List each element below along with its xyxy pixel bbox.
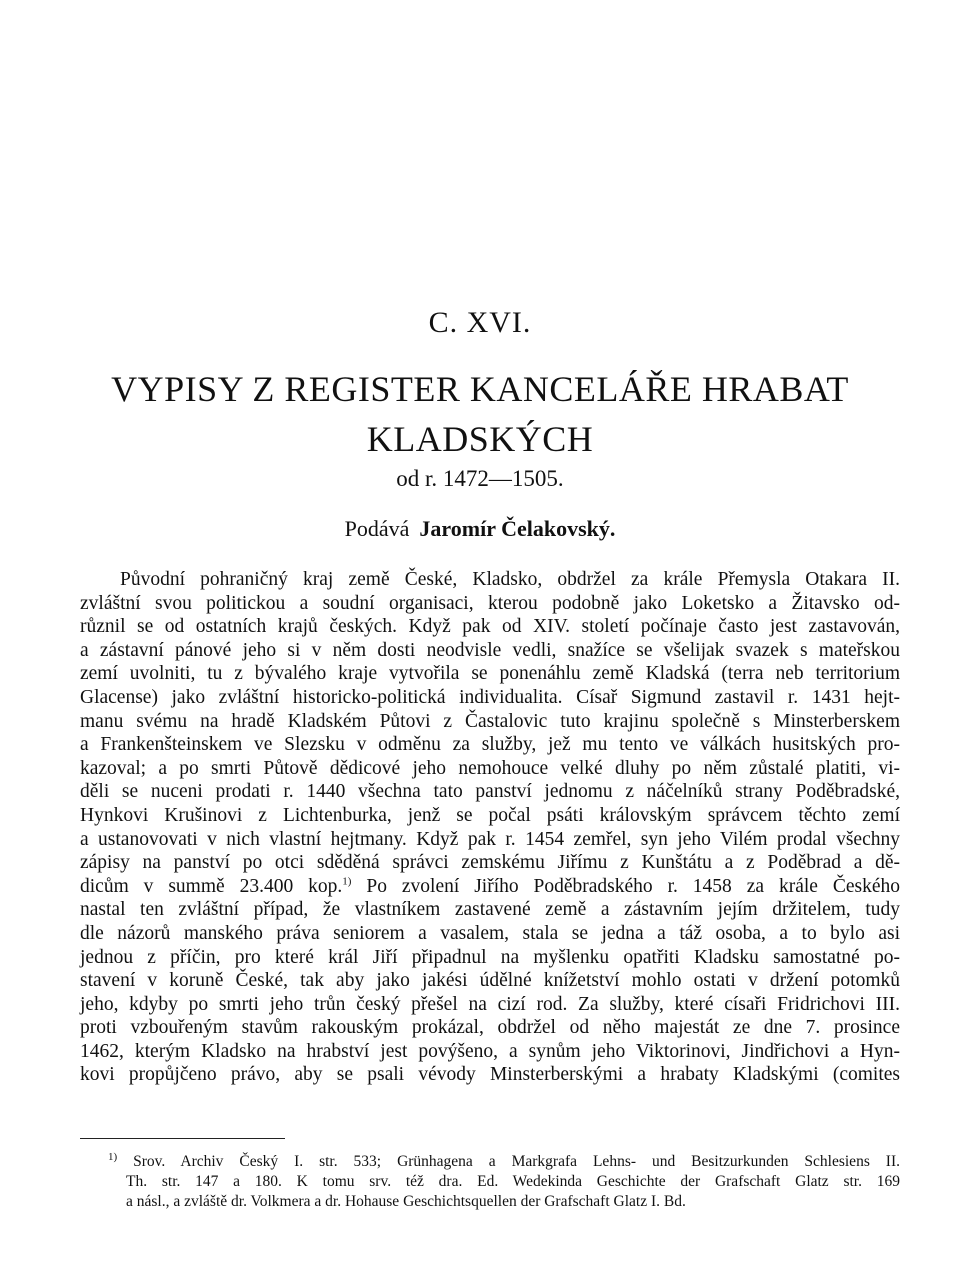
byline-prefix: Podává [344, 516, 410, 541]
title-line-2: KLADSKÝCH [366, 419, 594, 459]
body-line: a Frankenšteinskem ve Slezsku v odměnu za služby, jež mu tento ve válkách husitských pro- [80, 734, 900, 756]
body-line: dle názorů manského práva seniorem a vasalem, stala se jedna a táž osoba, a to bylo asi [80, 922, 900, 944]
body-line: zvláštní svou politickou a soudní organisaci, kterou podobně jako Loketsko a Žitavsko od- [80, 592, 900, 614]
footnote-marker: 1) [108, 1150, 118, 1163]
footnote-text: Srov. Archiv Český I. str. 533; Grünhagena a Markgrafa Lehns- und Besitzurkunden Schlesiens II. [133, 1153, 900, 1170]
body-line: zemí uvolniti, tu z bývalého kraje vytvořila se ponenáhlu země Kladská (terra neb territorium [80, 663, 900, 685]
footnotes [80, 1152, 900, 1212]
body-line: Původní pohraničný kraj země České, Kladsko, obdržel za krále Přemysla Otakara II. [120, 569, 900, 590]
footnote-divider [80, 1138, 285, 1139]
body-line: kazoval; a po smrti Půtově dědicové jeho nemohouce velké dluhy po něm zůstalé platiti, vi- [80, 757, 900, 779]
date-range: od r. 1472—1505. [396, 466, 564, 491]
body-line: manu svému na hradě Kladském Půtovi z Častalovic tuto krajinu společně s Minsterberskem [80, 710, 900, 732]
body-line: proti vzbouřeným stavům rakouským prokázal, obdržel od něho majestát ze dne 7. prosince [80, 1017, 900, 1039]
body-line: jeho, kdyby po smrti jeho trůn český přešel na cizí rod. Za služby, které císaři Fridrichovi III. [80, 993, 900, 1015]
byline-author: Jaromír Čelakovský. [419, 516, 616, 541]
body-line: nastal ten zvláštní případ, že vlastníkem zastavené země a zástavním jejím držitelem, tudy [80, 899, 900, 921]
footnote-line: a násl., a zvláště dr. Volkmera a dr. Hohause Geschichtsquellen der Grafschaft Glatz I. Bd. [126, 1193, 686, 1210]
body-line: a ustanovovati v nich vlastní hejtmany. Když pak r. 1454 zemřel, syn jeho Vilém prodal všechny [80, 828, 900, 850]
footnote-line [80, 1152, 900, 1172]
body-line: kovi propůjčeno právo, aby se psali vévody Minsterberskými a hrabaty Kladskými (comites [80, 1064, 900, 1086]
body-line-segment: dicům v summě 23.400 kop. [80, 875, 343, 897]
body-line: stavení v koruně České, tak aby jako jakési údělné knížetství mohlo ostati v držení potomků [80, 970, 900, 992]
body-line-segment: Po zvolení Jiřího Poděbradského r. 1458 za krále Českého [366, 875, 901, 897]
byline [0, 516, 960, 542]
body-line-with-footnote [80, 875, 900, 899]
body-line: zápisy na panství po otci sděděná správci zemskému Jiřímu z Kunštátu a z Poděbrad a dě- [80, 852, 900, 874]
title-line-1: VYPISY Z REGISTER KANCELÁŘE HRABAT [111, 369, 849, 409]
body-line: Glacense) jako zvláštní historicko-politická individualita. Císař Sigmund zastavil r. 1431 hejt- [80, 686, 900, 708]
body-paragraph [80, 568, 900, 1087]
document-title [0, 364, 960, 464]
footnote-line: Th. str. 147 a 180. K tomu srv. též dra. Ed. Wedekinda Geschichte der Grafschaft Glatz str. 169 [126, 1173, 900, 1190]
body-line: a zástavní pánové jeho si v něm dosti neodvisle vedli, snažíce se všelijak svazek s mateřskou [80, 639, 900, 661]
chapter-number: C. XVI. [428, 306, 532, 339]
body-line: jednou z příčin, pro které král Jiří připadnul na myšlenku opatřiti Kladsku samostatné po- [80, 946, 900, 968]
body-line: Hynkovi Krušinovi z Lichtenburka, jenž se počal psáti královským správcem těchto zemí [80, 804, 900, 826]
body-line: různil se od ostatních krajů českých. Když pak od XIV. století počínaje často jest zastavován, [80, 616, 900, 638]
footnote-reference: 1) [342, 875, 352, 888]
body-line: děli se nuceni prodati r. 1440 všechna tato panství jednomu z náčelníků strany Poděbradské, [80, 781, 900, 803]
body-line: 1462, kterým Kladsko na hrabství jest povýšeno, a synům jeho Viktorinovi, Jindřichovi a Hyn- [80, 1040, 900, 1062]
